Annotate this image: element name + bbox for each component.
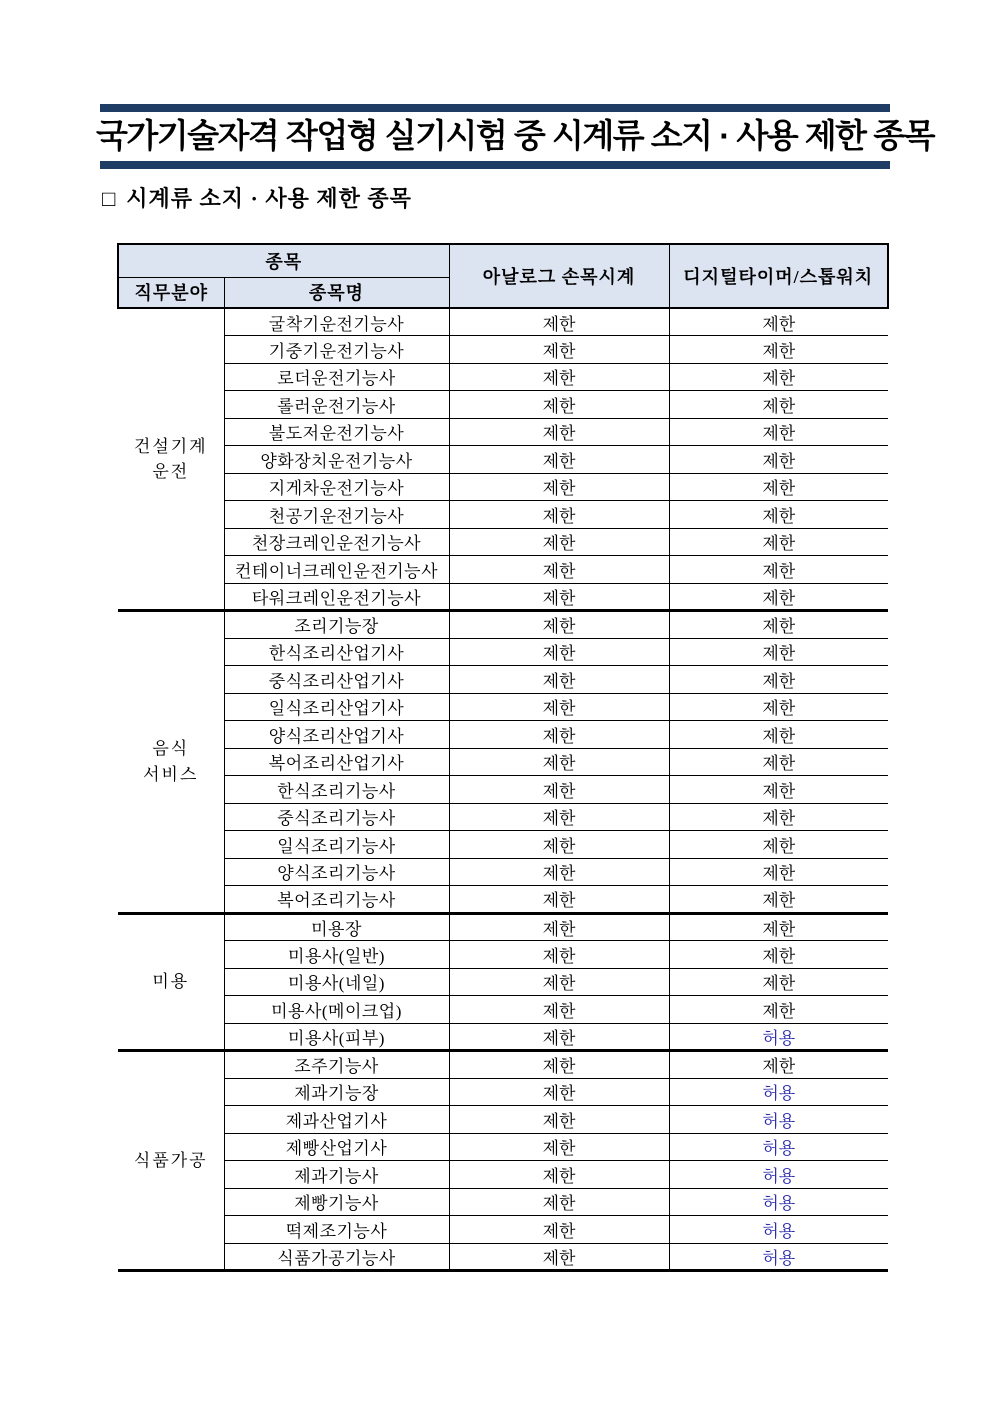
analog-watch-cell: 제한 bbox=[449, 638, 669, 666]
job-field-label: 서비스 bbox=[143, 764, 199, 784]
table-row bbox=[118, 968, 888, 996]
item-name-cell: 한식조리산업기사 bbox=[224, 638, 449, 666]
item-name-cell: 조리기능장 bbox=[224, 611, 449, 639]
col-header-jongmok: 종목 bbox=[118, 244, 449, 277]
analog-watch-cell: 제한 bbox=[449, 363, 669, 391]
table-row bbox=[118, 583, 888, 611]
digital-timer-cell: 제한 bbox=[669, 776, 888, 804]
digital-timer-cell: 제한 bbox=[669, 611, 888, 639]
analog-watch-cell: 제한 bbox=[449, 666, 669, 694]
table-row bbox=[118, 611, 888, 639]
analog-watch-cell: 제한 bbox=[449, 528, 669, 556]
digital-timer-cell: 허용 bbox=[669, 1078, 888, 1106]
digital-timer-cell: 허용 bbox=[669, 1106, 888, 1134]
table-row bbox=[118, 1023, 888, 1051]
table-row bbox=[118, 831, 888, 859]
digital-timer-cell: 제한 bbox=[669, 528, 888, 556]
item-name-cell: 복어조리산업기사 bbox=[224, 748, 449, 776]
section-heading-label: 시계류 소지 · 사용 제한 종목 bbox=[126, 186, 412, 211]
item-name-cell: 타워크레인운전기능사 bbox=[224, 583, 449, 611]
item-name-cell: 제빵산업기사 bbox=[224, 1133, 449, 1161]
analog-watch-cell: 제한 bbox=[449, 1161, 669, 1189]
table-row bbox=[118, 748, 888, 776]
item-name-cell: 천공기운전기능사 bbox=[224, 501, 449, 529]
item-name-cell: 조주기능사 bbox=[224, 1051, 449, 1079]
table-row bbox=[118, 1216, 888, 1244]
table-row bbox=[118, 1188, 888, 1216]
digital-timer-cell: 허용 bbox=[669, 1133, 888, 1161]
digital-timer-cell: 제한 bbox=[669, 913, 888, 941]
job-field-label: 음식 bbox=[152, 739, 190, 759]
analog-watch-cell: 제한 bbox=[449, 418, 669, 446]
table-row bbox=[118, 1051, 888, 1079]
digital-timer-cell: 제한 bbox=[669, 336, 888, 364]
table-row bbox=[118, 1133, 888, 1161]
col-header-item-name: 종목명 bbox=[224, 277, 449, 308]
table-row bbox=[118, 363, 888, 391]
digital-timer-cell: 제한 bbox=[669, 391, 888, 419]
analog-watch-cell: 제한 bbox=[449, 913, 669, 941]
restriction-table bbox=[117, 243, 889, 1272]
square-bullet-icon: □ bbox=[102, 186, 117, 211]
digital-timer-cell: 제한 bbox=[669, 473, 888, 501]
item-name-cell: 미용장 bbox=[224, 913, 449, 941]
table-row bbox=[118, 556, 888, 584]
item-name-cell: 제과기능장 bbox=[224, 1078, 449, 1106]
digital-timer-cell: 제한 bbox=[669, 583, 888, 611]
item-name-cell: 기중기운전기능사 bbox=[224, 336, 449, 364]
table-row bbox=[118, 473, 888, 501]
digital-timer-cell: 제한 bbox=[669, 858, 888, 886]
table-row bbox=[118, 913, 888, 941]
item-name-cell: 한식조리기능사 bbox=[224, 776, 449, 804]
job-field-label: 건설기계 bbox=[133, 436, 208, 456]
item-name-cell: 양식조리산업기사 bbox=[224, 721, 449, 749]
analog-watch-cell: 제한 bbox=[449, 886, 669, 914]
analog-watch-cell: 제한 bbox=[449, 391, 669, 419]
table-row bbox=[118, 336, 888, 364]
digital-timer-cell: 제한 bbox=[669, 446, 888, 474]
table-row bbox=[118, 1078, 888, 1106]
digital-timer-cell: 허용 bbox=[669, 1023, 888, 1051]
digital-timer-cell: 제한 bbox=[669, 831, 888, 859]
job-field-cell bbox=[118, 611, 224, 914]
item-name-cell: 양화장치운전기능사 bbox=[224, 446, 449, 474]
item-name-cell: 중식조리기능사 bbox=[224, 803, 449, 831]
item-name-cell: 미용사(네일) bbox=[224, 968, 449, 996]
digital-timer-cell: 제한 bbox=[669, 886, 888, 914]
digital-timer-cell: 제한 bbox=[669, 418, 888, 446]
item-name-cell: 양식조리기능사 bbox=[224, 858, 449, 886]
analog-watch-cell: 제한 bbox=[449, 968, 669, 996]
analog-watch-cell: 제한 bbox=[449, 1243, 669, 1271]
table-header bbox=[118, 244, 888, 308]
digital-timer-cell: 허용 bbox=[669, 1243, 888, 1271]
page-title: 국가기술자격 작업형 실기시험 중 시계류 소지 · 사용 제한 종목 bbox=[96, 117, 934, 154]
digital-timer-cell: 제한 bbox=[669, 941, 888, 969]
item-name-cell: 떡제조기능사 bbox=[224, 1216, 449, 1244]
analog-watch-cell: 제한 bbox=[449, 473, 669, 501]
table-row bbox=[118, 803, 888, 831]
job-field-label: 운전 bbox=[152, 462, 190, 481]
title-bottom-rule bbox=[100, 161, 890, 169]
analog-watch-cell: 제한 bbox=[449, 1133, 669, 1161]
table-row bbox=[118, 721, 888, 749]
digital-timer-cell: 제한 bbox=[669, 556, 888, 584]
analog-watch-cell: 제한 bbox=[449, 941, 669, 969]
table-row bbox=[118, 941, 888, 969]
digital-timer-cell: 제한 bbox=[669, 721, 888, 749]
analog-watch-cell: 제한 bbox=[449, 831, 669, 859]
analog-watch-cell: 제한 bbox=[449, 996, 669, 1024]
item-name-cell: 미용사(피부) bbox=[224, 1023, 449, 1051]
table-row bbox=[118, 308, 888, 336]
analog-watch-cell: 제한 bbox=[449, 693, 669, 721]
item-name-cell: 지게차운전기능사 bbox=[224, 473, 449, 501]
analog-watch-cell: 제한 bbox=[449, 501, 669, 529]
digital-timer-cell: 제한 bbox=[669, 1051, 888, 1079]
analog-watch-cell: 제한 bbox=[449, 1188, 669, 1216]
job-field-cell bbox=[118, 913, 224, 1051]
analog-watch-cell: 제한 bbox=[449, 1106, 669, 1134]
analog-watch-cell: 제한 bbox=[449, 1216, 669, 1244]
job-field-cell bbox=[118, 1051, 224, 1271]
col-header-digital-timer: 디지털타이머/스톱워치 bbox=[669, 244, 888, 308]
table-row bbox=[118, 996, 888, 1024]
digital-timer-cell: 제한 bbox=[669, 803, 888, 831]
digital-timer-cell: 제한 bbox=[669, 693, 888, 721]
table-row bbox=[118, 391, 888, 419]
analog-watch-cell: 제한 bbox=[449, 446, 669, 474]
digital-timer-cell: 제한 bbox=[669, 748, 888, 776]
table-row bbox=[118, 528, 888, 556]
analog-watch-cell: 제한 bbox=[449, 1051, 669, 1079]
analog-watch-cell: 제한 bbox=[449, 611, 669, 639]
table-row bbox=[118, 666, 888, 694]
digital-timer-cell: 제한 bbox=[669, 968, 888, 996]
table-row bbox=[118, 638, 888, 666]
item-name-cell: 제빵기능사 bbox=[224, 1188, 449, 1216]
item-name-cell: 로더운전기능사 bbox=[224, 363, 449, 391]
item-name-cell: 일식조리기능사 bbox=[224, 831, 449, 859]
col-header-job-field: 직무분야 bbox=[118, 277, 224, 308]
item-name-cell: 복어조리기능사 bbox=[224, 886, 449, 914]
analog-watch-cell: 제한 bbox=[449, 858, 669, 886]
item-name-cell: 제과산업기사 bbox=[224, 1106, 449, 1134]
title-top-rule bbox=[100, 104, 890, 112]
analog-watch-cell: 제한 bbox=[449, 556, 669, 584]
item-name-cell: 일식조리산업기사 bbox=[224, 693, 449, 721]
table-row bbox=[118, 418, 888, 446]
item-name-cell: 굴착기운전기능사 bbox=[224, 308, 449, 336]
col-header-analog-watch: 아날로그 손목시계 bbox=[449, 244, 669, 308]
digital-timer-cell: 제한 bbox=[669, 638, 888, 666]
table-row bbox=[118, 693, 888, 721]
table-row bbox=[118, 1243, 888, 1271]
table-row bbox=[118, 501, 888, 529]
digital-timer-cell: 제한 bbox=[669, 308, 888, 336]
table-body bbox=[118, 308, 888, 1271]
table-row bbox=[118, 446, 888, 474]
digital-timer-cell: 허용 bbox=[669, 1161, 888, 1189]
item-name-cell: 미용사(일반) bbox=[224, 941, 449, 969]
table-row bbox=[118, 858, 888, 886]
item-name-cell: 롤러운전기능사 bbox=[224, 391, 449, 419]
analog-watch-cell: 제한 bbox=[449, 803, 669, 831]
analog-watch-cell: 제한 bbox=[449, 336, 669, 364]
analog-watch-cell: 제한 bbox=[449, 1078, 669, 1106]
item-name-cell: 불도저운전기능사 bbox=[224, 418, 449, 446]
item-name-cell: 제과기능사 bbox=[224, 1161, 449, 1189]
table-row bbox=[118, 1161, 888, 1189]
table-row bbox=[118, 886, 888, 914]
table-row bbox=[118, 776, 888, 804]
digital-timer-cell: 제한 bbox=[669, 501, 888, 529]
job-field-cell bbox=[118, 308, 224, 611]
digital-timer-cell: 허용 bbox=[669, 1216, 888, 1244]
analog-watch-cell: 제한 bbox=[449, 1023, 669, 1051]
section-heading bbox=[102, 182, 412, 213]
digital-timer-cell: 제한 bbox=[669, 666, 888, 694]
analog-watch-cell: 제한 bbox=[449, 308, 669, 336]
digital-timer-cell: 제한 bbox=[669, 363, 888, 391]
analog-watch-cell: 제한 bbox=[449, 583, 669, 611]
item-name-cell: 컨테이너크레인운전기능사 bbox=[224, 556, 449, 584]
item-name-cell: 미용사(메이크업) bbox=[224, 996, 449, 1024]
digital-timer-cell: 제한 bbox=[669, 996, 888, 1024]
item-name-cell: 중식조리산업기사 bbox=[224, 666, 449, 694]
table-row bbox=[118, 1106, 888, 1134]
digital-timer-cell: 허용 bbox=[669, 1188, 888, 1216]
analog-watch-cell: 제한 bbox=[449, 776, 669, 804]
item-name-cell: 천장크레인운전기능사 bbox=[224, 528, 449, 556]
analog-watch-cell: 제한 bbox=[449, 748, 669, 776]
job-field-label: 미용 bbox=[152, 972, 190, 991]
item-name-cell: 식품가공기능사 bbox=[224, 1243, 449, 1271]
job-field-label: 식품가공 bbox=[133, 1150, 208, 1170]
analog-watch-cell: 제한 bbox=[449, 721, 669, 749]
